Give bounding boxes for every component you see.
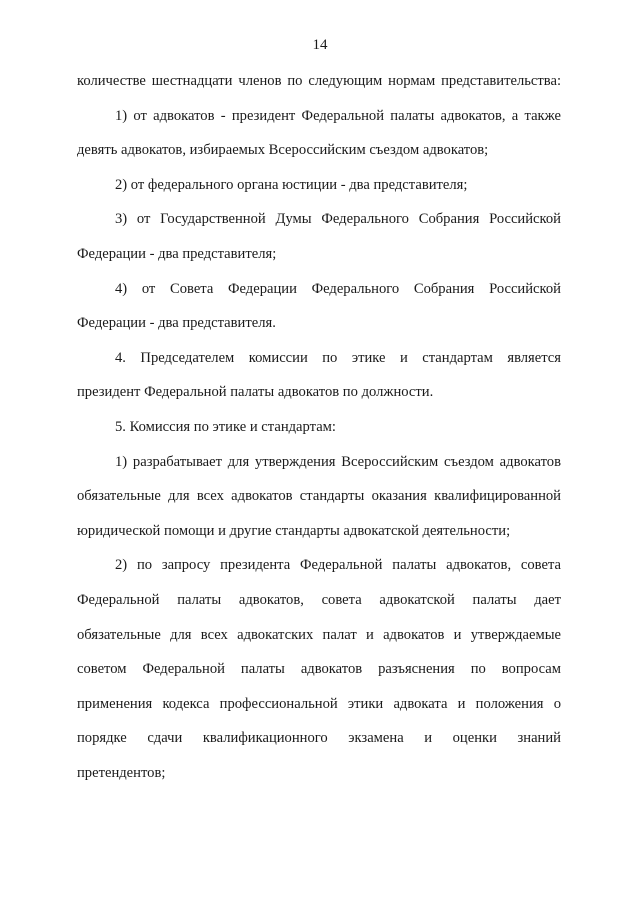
text-line: Федеральной палаты адвокатов, совета адвокатской палаты дает bbox=[77, 591, 561, 608]
text-line: президент Федеральной палаты адвокатов по должности. bbox=[77, 384, 434, 401]
text-line: девять адвокатов, избираемых Всероссийским съездом адвокатов; bbox=[77, 142, 489, 159]
text-line: 4. Председателем комиссии по этике и стандартам является bbox=[115, 349, 561, 366]
text-line: 2) по запросу президента Федеральной палаты адвокатов, совета bbox=[115, 557, 561, 574]
text-line: порядке сдачи квалификационного экзамена и оценки знаний bbox=[77, 730, 561, 747]
text-line: количестве шестнадцати членов по следующим нормам представительства: bbox=[77, 73, 561, 89]
text-line: обязательные для всех адвокатских палат и адвокатов и утверждаемые bbox=[77, 626, 561, 643]
text-line: применения кодекса профессиональной этики адвоката и положения о bbox=[77, 695, 561, 712]
text-line: Федерации - два представителя; bbox=[77, 245, 277, 262]
text-line: советом Федеральной палаты адвокатов разъяснения по вопросам bbox=[77, 661, 561, 678]
text-line: Федерации - два представителя. bbox=[77, 315, 276, 332]
text-line: обязательные для всех адвокатов стандарты оказания квалифицированной bbox=[77, 488, 561, 505]
text-line: 2) от федерального органа юстиции - два представителя; bbox=[115, 176, 468, 193]
page-number: 14 bbox=[312, 37, 328, 53]
text-line: претендентов; bbox=[77, 764, 166, 781]
text-line: юридической помощи и другие стандарты адвокатской деятельности; bbox=[77, 522, 511, 539]
text-line: 4) от Совета Федерации Федерального Собрания Российской bbox=[115, 280, 561, 297]
body-text bbox=[77, 64, 561, 790]
text-line: 1) разрабатывает для утверждения Всероссийским съездом адвокатов bbox=[115, 453, 561, 470]
text-line: 5. Комиссия по этике и стандартам: bbox=[115, 418, 336, 435]
text-line: 1) от адвокатов - президент Федеральной палаты адвокатов, а также bbox=[115, 107, 561, 124]
text-line: 3) от Государственной Думы Федерального Собрания Российской bbox=[115, 211, 561, 228]
